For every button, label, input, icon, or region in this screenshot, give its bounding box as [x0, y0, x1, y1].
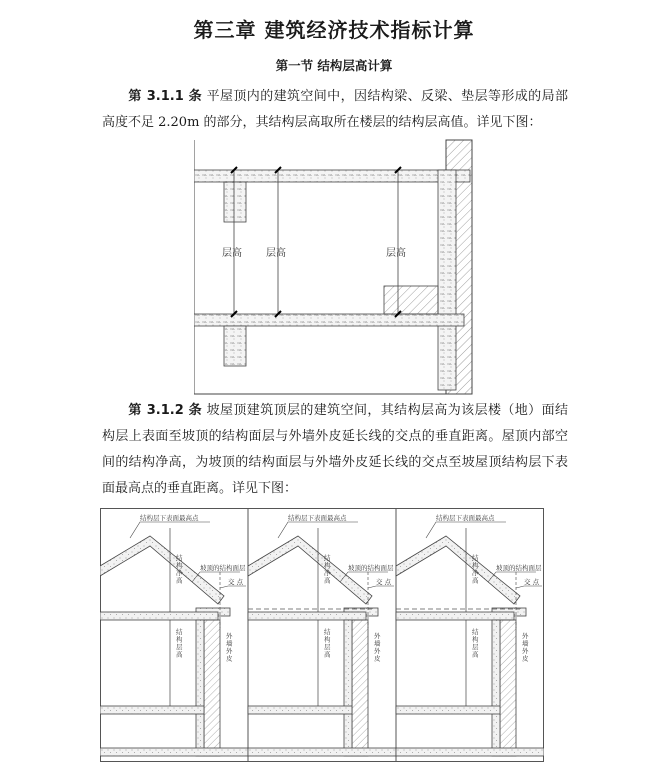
top-label: 结构层下表面最高点	[288, 514, 347, 522]
height-label-1: 层高	[222, 248, 242, 259]
height-label-2: 层高	[266, 248, 286, 259]
article-number: 第 3.1.2 条	[128, 403, 203, 418]
article-3-1-2	[102, 398, 568, 502]
floor-height-label: 结构层高	[324, 628, 331, 659]
intersection-label: 交 点	[376, 578, 392, 586]
slope-label: 坡顶的结构面层	[496, 564, 542, 572]
net-height-label: 结构净高	[176, 554, 183, 585]
article-text: 坡屋顶建筑顶层的建筑空间，其结构层高为该层楼（地）面结构层上表面至坡顶的结构面层与外墙外皮延长线的交点的垂直距离。屋顶内部空间的结构净高，为坡顶的结构面层与外墙外皮延长线的交点至坡屋顶结构层下表面最高点的垂直距离。详见下图：	[102, 403, 568, 496]
slope-label: 坡顶的结构面层	[200, 564, 246, 572]
wall-label: 外墙外皮	[226, 632, 233, 663]
article-number: 第 3.1.1 条	[128, 89, 203, 104]
sloped-roof-sections-figure	[100, 508, 544, 762]
wall-label: 外墙外皮	[374, 632, 381, 663]
height-label-3: 层高	[386, 248, 406, 259]
intersection-label: 交 点	[524, 578, 540, 586]
slope-label: 坡顶的结构面层	[348, 564, 394, 572]
top-label: 结构层下表面最高点	[436, 514, 495, 522]
article-3-1-1	[102, 84, 568, 136]
floor-height-label: 结构层高	[472, 628, 479, 659]
net-height-label: 结构净高	[324, 554, 331, 585]
intersection-label: 交 点	[228, 578, 244, 586]
floor-height-label: 结构层高	[176, 628, 183, 659]
flat-roof-section-figure	[194, 138, 474, 396]
chapter-title: 第三章 建筑经济技术指标计算	[193, 18, 475, 42]
article-text: 平屋顶内的建筑空间中，因结构梁、反梁、垫层等形成的局部高度不足 2.20m 的部分，其结构层高取所在楼层的结构层高值。详见下图：	[102, 89, 568, 130]
top-label: 结构层下表面最高点	[140, 514, 199, 522]
section-title: 第一节 结构层高计算	[275, 58, 393, 73]
wall-label: 外墙外皮	[522, 632, 529, 663]
net-height-label: 结构净高	[472, 554, 479, 585]
